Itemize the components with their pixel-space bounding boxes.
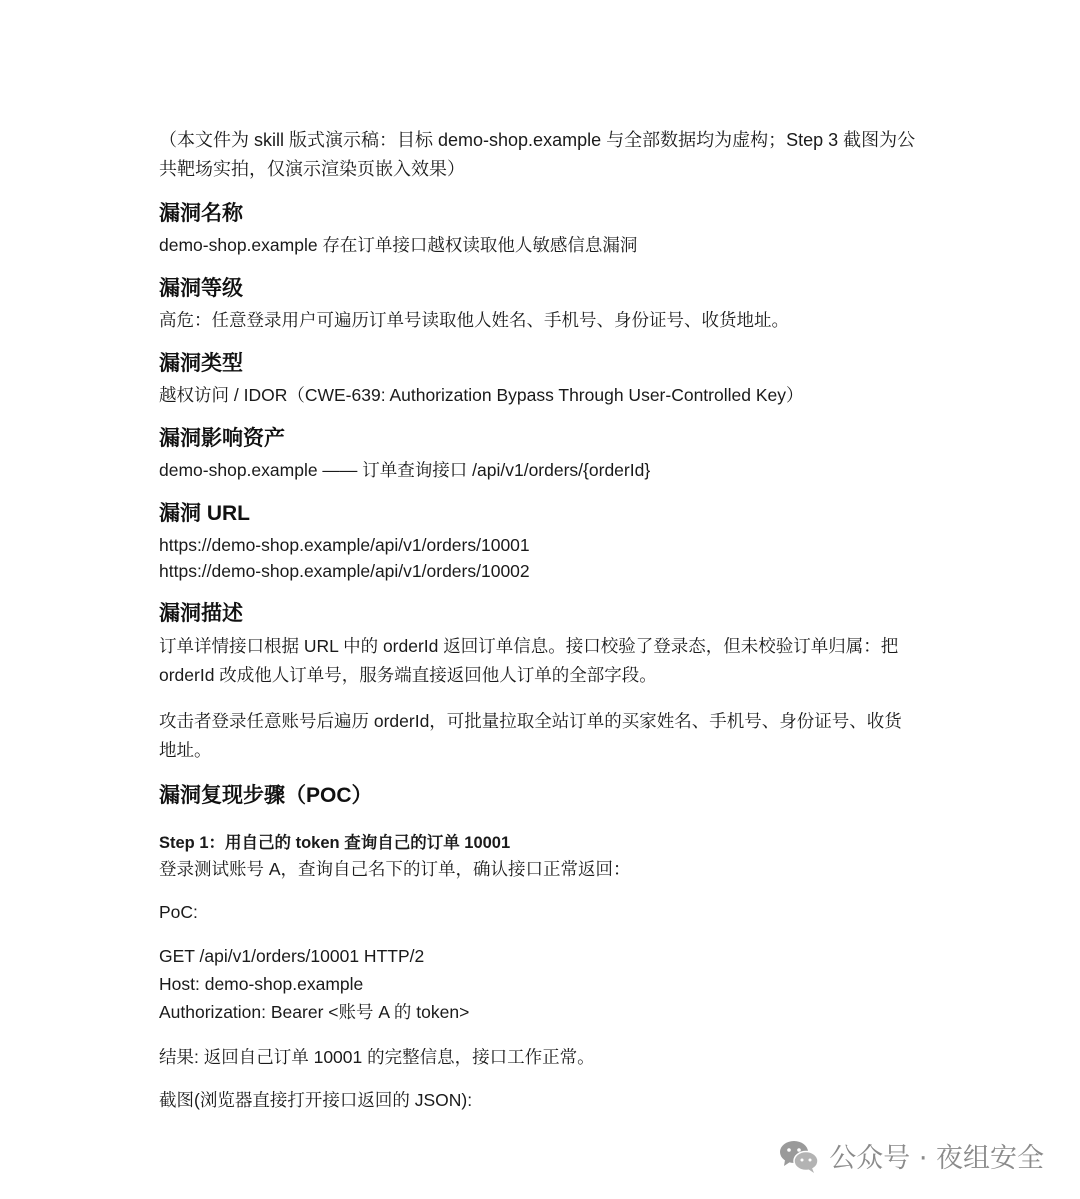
section-title-type: 漏洞类型 [159, 352, 243, 375]
vuln-url-line: https://demo-shop.example/api/v1/orders/10001 [159, 535, 530, 555]
section-title-name: 漏洞名称 [159, 202, 243, 225]
document-page [159, 126, 919, 1113]
vuln-level-text: 高危：任意登录用户可遍历订单号读取他人姓名、手机号、身份证号、收货地址。 [159, 310, 789, 330]
request-line: Authorization: Bearer <账号 A 的 token> [159, 1002, 470, 1022]
section-title-asset: 漏洞影响资产 [159, 427, 285, 450]
request-line: Host: demo-shop.example [159, 974, 364, 994]
vuln-type-text: 越权访问 / IDOR（CWE-639: Authorization Bypass Through User-Controlled Key） [159, 385, 804, 405]
watermark-text: 公众号 · 夜组安全 [829, 1143, 1044, 1174]
result-text: 结果: 返回自己订单 10001 的完整信息，接口工作正常。 [159, 1047, 595, 1067]
description-paragraph: 攻击者登录任意账号后遍历 orderId，可批量拉取全站订单的买家姓名、手机号、身份证号、收货地址。 [159, 711, 902, 760]
section-title-description: 漏洞描述 [159, 602, 243, 625]
wechat-icon [779, 1139, 819, 1173]
watermark [779, 1136, 1044, 1175]
request-line: GET /api/v1/orders/10001 HTTP/2 [159, 946, 425, 966]
vuln-name-text: demo-shop.example 存在订单接口越权读取他人敏感信息漏洞 [159, 235, 638, 255]
section-title-level: 漏洞等级 [159, 277, 243, 300]
step-1-title: Step 1：用自己的 token 查询自己的订单 10001 [159, 834, 511, 852]
step-1-body: 登录测试账号 A，查询自己名下的订单，确认接口正常返回： [159, 859, 631, 879]
poc-label: PoC: [159, 902, 198, 922]
vuln-asset-text: demo-shop.example —— 订单查询接口 /api/v1/orders/{orderId} [159, 460, 651, 480]
vuln-url-line: https://demo-shop.example/api/v1/orders/10002 [159, 561, 530, 581]
screenshot-label: 截图(浏览器直接打开接口返回的 JSON): [159, 1090, 473, 1110]
description-paragraph: 订单详情接口根据 URL 中的 orderId 返回订单信息。接口校验了登录态，但未校验订单归属：把 orderId 改成他人订单号，服务端直接返回他人订单的全部字段。 [159, 636, 899, 685]
section-title-url: 漏洞 URL [159, 502, 250, 525]
intro-note: （本文件为 skill 版式演示稿：目标 demo-shop.example 与全部数据均为虚构；Step 3 截图为公共靶场实拍，仅演示渲染页嵌入效果） [159, 130, 916, 179]
section-title-poc: 漏洞复现步骤（POC） [159, 784, 373, 807]
